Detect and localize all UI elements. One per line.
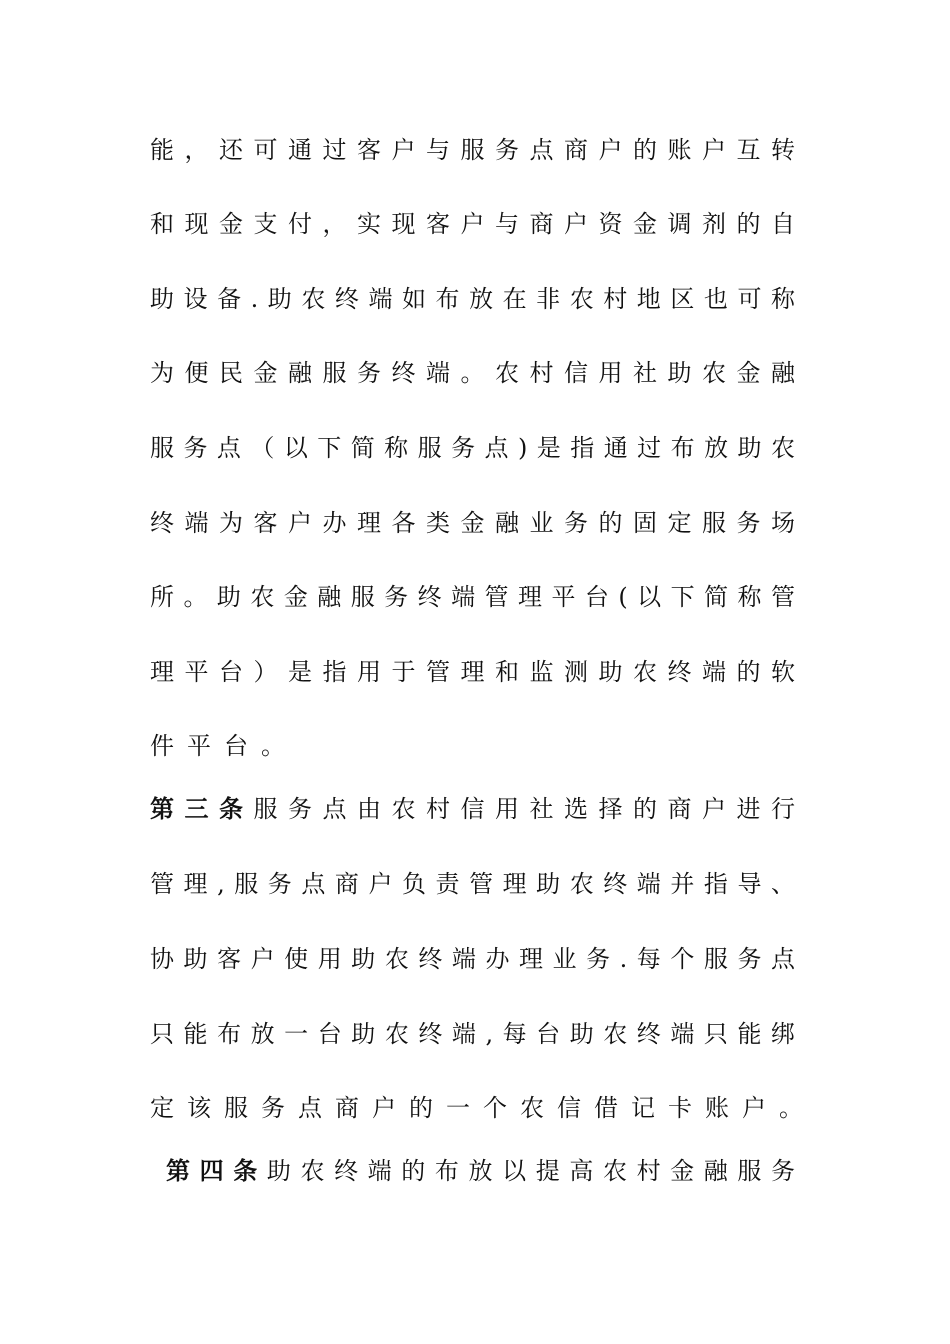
paragraph-line: 为便民金融服务终端。农村信用社助农金融 [150, 359, 795, 387]
article-3-text: 服务点由农村信用社选择的商户进行 [253, 795, 795, 823]
paragraph-line: 件平台。 [150, 732, 298, 760]
paragraph-line: 协助客户使用助农终端办理业务.每个服务点 [150, 945, 795, 973]
paragraph-line: 理平台）是指用于管理和监测助农终端的软 [150, 658, 795, 686]
paragraph-line: 和现金支付，实现客户与商户资金调剂的自 [150, 210, 795, 238]
article-3-heading: 第三条 [150, 794, 254, 823]
paragraph-line: 助设备.助农终端如布放在非农村地区也可称 [150, 285, 795, 313]
paragraph-line: 管理,服务点商户负责管理助农终端并指导、 [150, 870, 795, 898]
article-3-first-line [150, 794, 795, 824]
paragraph-line: 只能布放一台助农终端,每台助农终端只能绑 [150, 1020, 795, 1048]
paragraph-line: 终端为客户办理各类金融业务的固定服务场 [150, 509, 795, 537]
paragraph-line: 定该服务点商户的一个农信借记卡账户。 [150, 1094, 816, 1122]
article-4-heading: 第四条 [166, 1156, 267, 1185]
article-4-first-line [166, 1156, 795, 1186]
paragraph-line: 能，还可通过客户与服务点商户的账户互转 [150, 136, 795, 164]
paragraph-line: 所。助农金融服务终端管理平台(以下简称管 [150, 583, 795, 611]
paragraph-line: 服务点（以下简称服务点)是指通过布放助农 [150, 434, 795, 462]
article-4-text: 助农终端的布放以提高农村金融服务 [266, 1157, 796, 1185]
